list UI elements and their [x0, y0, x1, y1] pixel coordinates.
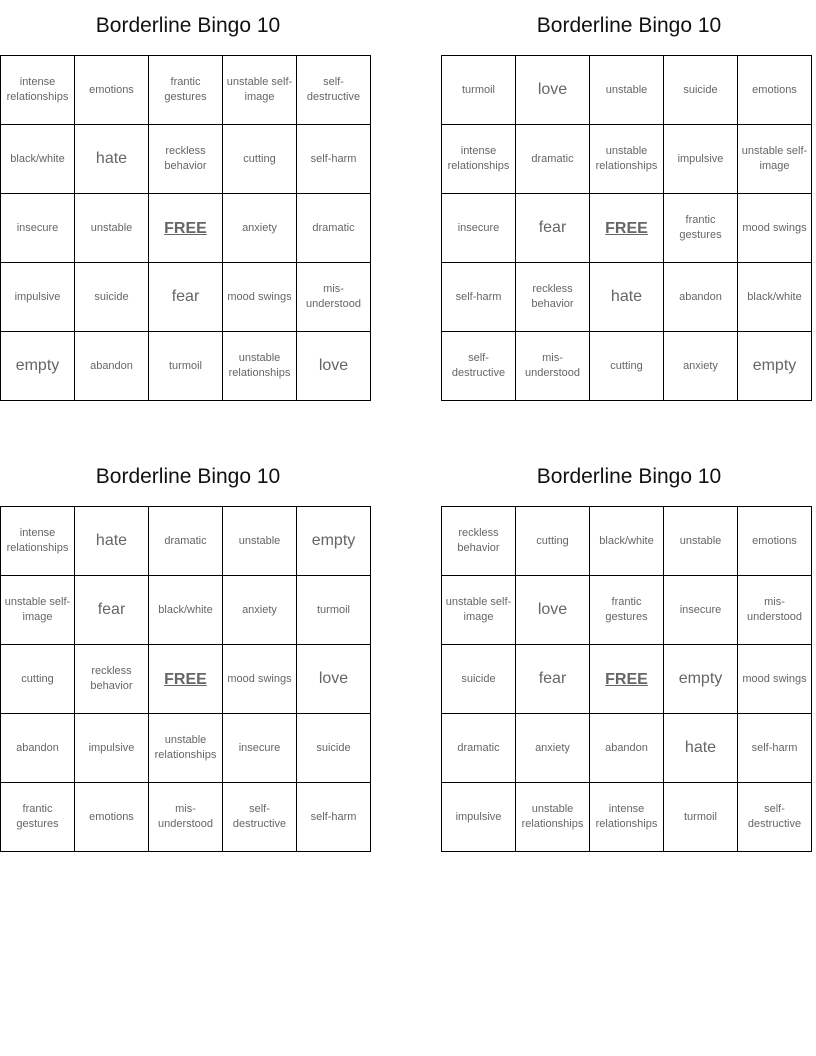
bingo-cell: reckless behavior — [75, 645, 149, 714]
bingo-row — [442, 783, 812, 852]
bingo-cell: anxiety — [223, 194, 297, 263]
bingo-cell: fear — [75, 576, 149, 645]
bingo-cell: unstable self-image — [442, 576, 516, 645]
bingo-cell: self-harm — [738, 714, 812, 783]
bingo-row — [1, 783, 371, 852]
bingo-cell: love — [297, 332, 371, 401]
bingo-cell: frantic gestures — [1, 783, 75, 852]
bingo-cell: abandon — [590, 714, 664, 783]
bingo-row — [1, 125, 371, 194]
bingo-cell: emotions — [75, 56, 149, 125]
bingo-cell: emotions — [738, 507, 812, 576]
bingo-cell: fear — [149, 263, 223, 332]
bingo-cell: anxiety — [664, 332, 738, 401]
bingo-cell: suicide — [75, 263, 149, 332]
bingo-cell: dramatic — [149, 507, 223, 576]
bingo-cell: turmoil — [297, 576, 371, 645]
bingo-row — [1, 714, 371, 783]
bingo-cell: anxiety — [223, 576, 297, 645]
bingo-row — [1, 576, 371, 645]
free-cell: FREE — [590, 194, 664, 263]
bingo-cell: reckless behavior — [516, 263, 590, 332]
bingo-cell: self-destructive — [738, 783, 812, 852]
bingo-cell: love — [297, 645, 371, 714]
bingo-cell: cutting — [516, 507, 590, 576]
bingo-cell: suicide — [664, 56, 738, 125]
bingo-cell: reckless behavior — [442, 507, 516, 576]
bingo-row — [442, 714, 812, 783]
bingo-row — [442, 263, 812, 332]
bingo-cell: fear — [516, 645, 590, 714]
bingo-cell: hate — [75, 507, 149, 576]
bingo-cell: empty — [738, 332, 812, 401]
bingo-row — [1, 332, 371, 401]
bingo-cell: black/white — [590, 507, 664, 576]
bingo-cell: suicide — [297, 714, 371, 783]
bingo-row — [442, 645, 812, 714]
bingo-cell: dramatic — [442, 714, 516, 783]
bingo-cell: empty — [664, 645, 738, 714]
bingo-cell: intense relationships — [442, 125, 516, 194]
bingo-grid — [0, 55, 371, 401]
bingo-cell: abandon — [664, 263, 738, 332]
bingo-cell: intense relationships — [1, 507, 75, 576]
bingo-cell: impulsive — [75, 714, 149, 783]
bingo-cell: reckless behavior — [149, 125, 223, 194]
bingo-cell: cutting — [590, 332, 664, 401]
bingo-cell: dramatic — [297, 194, 371, 263]
bingo-row — [442, 125, 812, 194]
bingo-cell: emotions — [75, 783, 149, 852]
bingo-cell: unstable — [664, 507, 738, 576]
bingo-cell: suicide — [442, 645, 516, 714]
bingo-cell: turmoil — [149, 332, 223, 401]
bingo-row — [1, 194, 371, 263]
bingo-cell: unstable relationships — [590, 125, 664, 194]
bingo-cell: unstable relationships — [516, 783, 590, 852]
bingo-cell: cutting — [1, 645, 75, 714]
bingo-cell: insecure — [442, 194, 516, 263]
card-title: Borderline Bingo 10 — [536, 14, 722, 37]
bingo-row — [1, 507, 371, 576]
bingo-cell: intense relationships — [590, 783, 664, 852]
bingo-cell: love — [516, 576, 590, 645]
bingo-cell: unstable relationships — [149, 714, 223, 783]
bingo-cell: self-destructive — [442, 332, 516, 401]
card-title: Borderline Bingo 10 — [536, 465, 722, 488]
bingo-cell: anxiety — [516, 714, 590, 783]
bingo-cell: self-harm — [297, 783, 371, 852]
card-title: Borderline Bingo 10 — [95, 465, 281, 488]
bingo-cell: abandon — [1, 714, 75, 783]
bingo-grid — [0, 506, 371, 852]
card-title: Borderline Bingo 10 — [95, 14, 281, 37]
bingo-cell: mis-understood — [149, 783, 223, 852]
bingo-cell: empty — [1, 332, 75, 401]
bingo-cell: turmoil — [442, 56, 516, 125]
bingo-cell: mood swings — [223, 263, 297, 332]
bingo-cell: dramatic — [516, 125, 590, 194]
bingo-grid — [441, 55, 812, 401]
bingo-cell: empty — [297, 507, 371, 576]
bingo-cell: insecure — [1, 194, 75, 263]
bingo-row — [1, 645, 371, 714]
bingo-cell: self-harm — [297, 125, 371, 194]
bingo-row — [442, 576, 812, 645]
bingo-row — [442, 332, 812, 401]
bingo-cell: intense relationships — [1, 56, 75, 125]
bingo-cell: unstable — [75, 194, 149, 263]
bingo-row — [442, 194, 812, 263]
bingo-cell: unstable self-image — [1, 576, 75, 645]
bingo-cell: black/white — [1, 125, 75, 194]
bingo-cell: abandon — [75, 332, 149, 401]
bingo-row — [1, 263, 371, 332]
bingo-cell: impulsive — [1, 263, 75, 332]
bingo-cell: unstable — [590, 56, 664, 125]
bingo-cell: mis-understood — [516, 332, 590, 401]
bingo-cell: mis-understood — [297, 263, 371, 332]
bingo-cell: hate — [664, 714, 738, 783]
bingo-row — [442, 507, 812, 576]
bingo-cell: impulsive — [442, 783, 516, 852]
bingo-cell: mood swings — [738, 194, 812, 263]
bingo-cell: insecure — [664, 576, 738, 645]
bingo-cell: fear — [516, 194, 590, 263]
bingo-cell: unstable — [223, 507, 297, 576]
bingo-cell: insecure — [223, 714, 297, 783]
bingo-cell: unstable self-image — [738, 125, 812, 194]
bingo-cell: black/white — [738, 263, 812, 332]
bingo-cell: self-destructive — [297, 56, 371, 125]
bingo-cell: hate — [590, 263, 664, 332]
bingo-cell: frantic gestures — [149, 56, 223, 125]
bingo-cell: mis-understood — [738, 576, 812, 645]
bingo-cell: frantic gestures — [664, 194, 738, 263]
free-cell: FREE — [149, 194, 223, 263]
bingo-cell: unstable relationships — [223, 332, 297, 401]
bingo-cell: emotions — [738, 56, 812, 125]
free-cell: FREE — [149, 645, 223, 714]
bingo-cell: hate — [75, 125, 149, 194]
bingo-cell: unstable self-image — [223, 56, 297, 125]
bingo-cell: mood swings — [738, 645, 812, 714]
bingo-cell: self-harm — [442, 263, 516, 332]
bingo-cell: cutting — [223, 125, 297, 194]
bingo-cell: black/white — [149, 576, 223, 645]
bingo-cell: self-destructive — [223, 783, 297, 852]
bingo-cell: turmoil — [664, 783, 738, 852]
bingo-cell: impulsive — [664, 125, 738, 194]
bingo-grid — [441, 506, 812, 852]
bingo-cell: love — [516, 56, 590, 125]
bingo-row — [442, 56, 812, 125]
bingo-cell: mood swings — [223, 645, 297, 714]
free-cell: FREE — [590, 645, 664, 714]
bingo-row — [1, 56, 371, 125]
bingo-cell: frantic gestures — [590, 576, 664, 645]
